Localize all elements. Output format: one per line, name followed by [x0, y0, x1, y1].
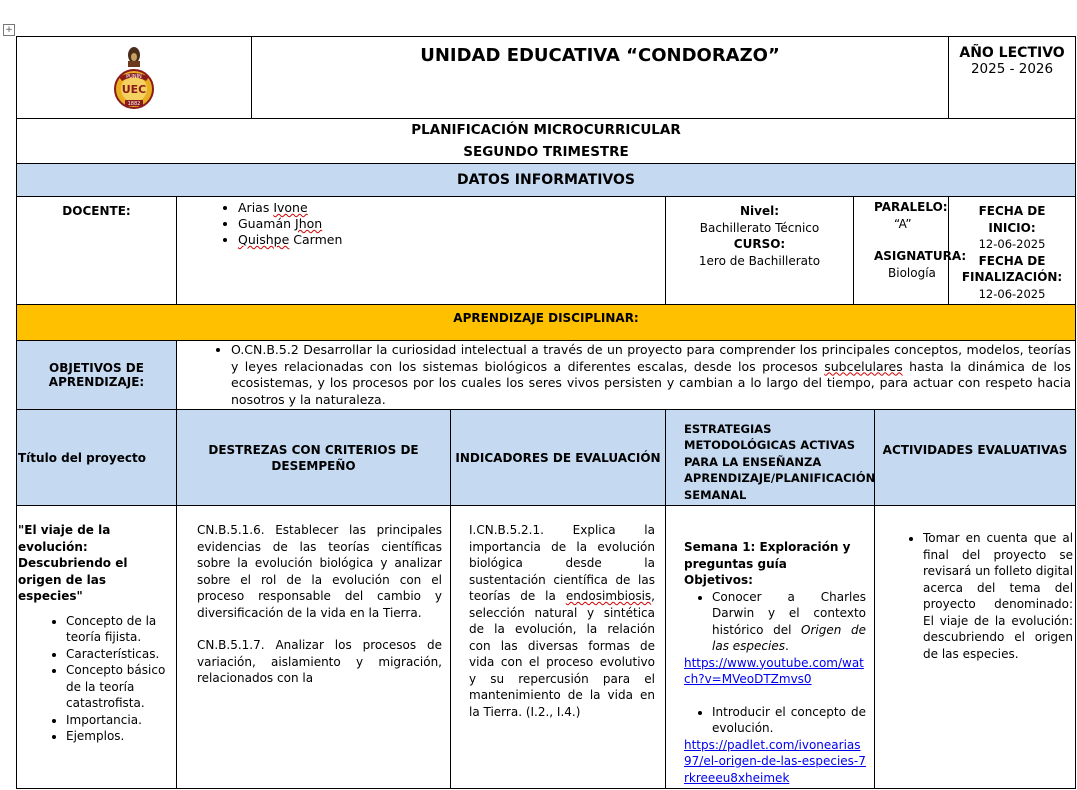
- estrategias-cell: [666, 506, 875, 789]
- actividad-item: • Tomar en cuenta que al final del proyecto se revisará un folleto digital acerca del tema del proyecto denominado: El viaje de la evolución: descubriendo el origen de las especies.: [923, 530, 1073, 662]
- datos-row: [17, 197, 1076, 305]
- docente-item: • Arias Ivone: [238, 200, 661, 216]
- col-indicadores-header: INDICADORES DE EVALUACIÓN: [451, 410, 666, 506]
- planning-table: [16, 36, 1076, 789]
- paralelo-value: “A”: [894, 216, 912, 231]
- destreza-2: CN.B.5.1.7. Analizar los procesos de variación, aislamiento y migración, relacionados con la: [197, 638, 442, 685]
- logo-letters: UEC: [121, 83, 147, 96]
- destrezas-cell: [177, 506, 451, 789]
- indicador-text-b: , selección natural y sintética de la evolución, la relación con las diversas formas de vida con el proceso evolutivo y su repercusión para el mantenimiento de la vida en la Tierra. (I.2., I.4.): [469, 589, 655, 719]
- objetivos-row: [17, 341, 1076, 410]
- destreza-1: CN.B.5.1.6. Establecer las principales evidencias de las teorías científicas sobre la evolución biológica y analizar sobre el rol de la evolución con el proceso responsable del cambio y diversificación de la vida en la Tierra.: [197, 523, 442, 620]
- aprendizaje-header-row: [17, 305, 1076, 341]
- semana-objetivos-list: [684, 589, 866, 655]
- indicador-word: endosimbiosis: [565, 589, 652, 603]
- semana-objetivos-list-2: [684, 704, 866, 737]
- paralelo-label: PARALELO:: [874, 200, 948, 214]
- asignatura-value: Biología: [888, 265, 936, 280]
- col-estrategias-header: ESTRATEGIAS METODOLÓGICAS ACTIVAS PARA LA ENSEÑANZA APRENDIZAJE/PLANIFICACIÓN SEMANAL: [666, 410, 875, 506]
- plan-title-row: [17, 119, 1076, 164]
- curso-value: 1ero de Bachillerato: [698, 253, 821, 268]
- docente-list-cell: [177, 197, 666, 305]
- col-actividades-header: ACTIVIDADES EVALUATIVAS: [875, 410, 1076, 506]
- fecha-fin-label: FECHA DE FINALIZACIÓN:: [961, 253, 1063, 284]
- fecha-inicio-value: 12-06-2025: [978, 237, 1046, 251]
- semana-objetivo-item: • Conocer a Charles Darwin y el contexto histórico del Origen de las especies.: [712, 589, 866, 655]
- objetivos-cell: [177, 341, 1076, 410]
- indicadores-cell: [451, 506, 666, 789]
- proyecto-cell: [17, 506, 177, 789]
- youtube-link[interactable]: https://www.youtube.com/watch?v=MVeoDTZmvs0: [684, 655, 864, 686]
- nivel-cell: [666, 197, 854, 305]
- semana-objetivos-label: Objetivos:: [684, 573, 753, 587]
- objetivo-item: • O.CN.B.5.2 Desarrollar la curiosidad intelectual a través de un proyecto para comprender los principales conceptos, modelos, teorías y leyes relacionadas con los sistemas biológicos a diferentes escalas, desde los procesos subcelulares hasta la dinámica de los ecosistemas, y los procesos por los cuales los seres vivos persisten y cambian a lo largo del tiempo, para actuar con respeto hacia nosotros y la naturaleza.: [231, 342, 1071, 408]
- col-destrezas-header: DESTREZAS CON CRITERIOS DE DESEMPEÑO: [177, 410, 451, 506]
- padlet-link[interactable]: https://padlet.com/ivonearias97/el-origen-de-las-especies-7rkreeeu8xheimek: [684, 737, 866, 785]
- table-move-handle-icon[interactable]: +: [3, 24, 15, 36]
- paralelo-cell: [854, 197, 967, 305]
- semana-title: Semana 1: Exploración y preguntas guía: [684, 540, 851, 571]
- docente-item: • Quishpe Carmen: [238, 232, 661, 248]
- semana-objetivo-item: • Introducir el concepto de evolución.: [712, 704, 866, 737]
- col-proyecto-header: Título del proyecto: [17, 410, 177, 506]
- actividades-list: [879, 530, 1073, 662]
- nivel-label: Nivel:: [739, 204, 780, 218]
- objetivos-list: [181, 342, 1071, 408]
- proyecto-items: [18, 613, 174, 745]
- aprendizaje-header: APRENDIZAJE DISCIPLINAR:: [17, 305, 1076, 341]
- docente-list: [181, 200, 661, 248]
- fecha-fin-value: 12-06-2025: [978, 286, 1046, 301]
- fecha-inicio-label: FECHA DE INICIO:: [978, 204, 1046, 235]
- plan-term: SEGUNDO TRIMESTRE: [463, 144, 629, 160]
- header-row: [17, 37, 1076, 119]
- asignatura-label: ASIGNATURA:: [874, 249, 967, 263]
- proyecto-item: • Ejemplos.: [66, 728, 174, 745]
- logo-top-text: PUNÍN: [126, 74, 142, 80]
- logo-cell: [17, 37, 252, 119]
- school-logo-icon: [113, 45, 155, 111]
- proyecto-item: • Concepto básico de la teoría catastrofista.: [66, 662, 174, 712]
- columns-header-row: [17, 410, 1076, 506]
- fecha-cell: [949, 197, 1076, 305]
- actividades-cell: [875, 506, 1076, 789]
- datos-header: DATOS INFORMATIVOS: [17, 164, 1076, 197]
- docente-item: • Guamán Jhon: [238, 216, 661, 232]
- proyecto-title: "El viaje de la evolución: Descubriendo el origen de las especies": [18, 523, 128, 603]
- docente-label: DOCENTE:: [17, 197, 177, 305]
- plan-title-cell: [17, 119, 1076, 164]
- school-year-label: AÑO LECTIVO: [959, 45, 1065, 61]
- proyecto-item: • Importancia.: [66, 712, 174, 729]
- proyecto-item: • Concepto de la teoría fijista.: [66, 613, 174, 646]
- objetivos-label: OBJETIVOS DE APRENDIZAJE:: [17, 341, 177, 410]
- school-year-cell: [949, 37, 1076, 119]
- school-name: UNIDAD EDUCATIVA “CONDORAZO”: [252, 37, 949, 119]
- proyecto-item: • Características.: [66, 646, 174, 663]
- planning-document: [16, 36, 1075, 789]
- datos-header-row: [17, 164, 1076, 197]
- content-row: [17, 506, 1076, 789]
- school-year-value: 2025 - 2026: [970, 61, 1054, 77]
- logo-year: 1882: [127, 101, 141, 107]
- plan-title: PLANIFICACIÓN MICROCURRICULAR: [411, 122, 681, 138]
- curso-label: CURSO:: [733, 237, 786, 251]
- indicador-text-a: I.CN.B.5.2.1. Explica la importancia de la evolución biológica desde la sustentación científica de las teorías de la: [469, 523, 655, 603]
- nivel-value: Bachillerato Técnico: [699, 220, 820, 235]
